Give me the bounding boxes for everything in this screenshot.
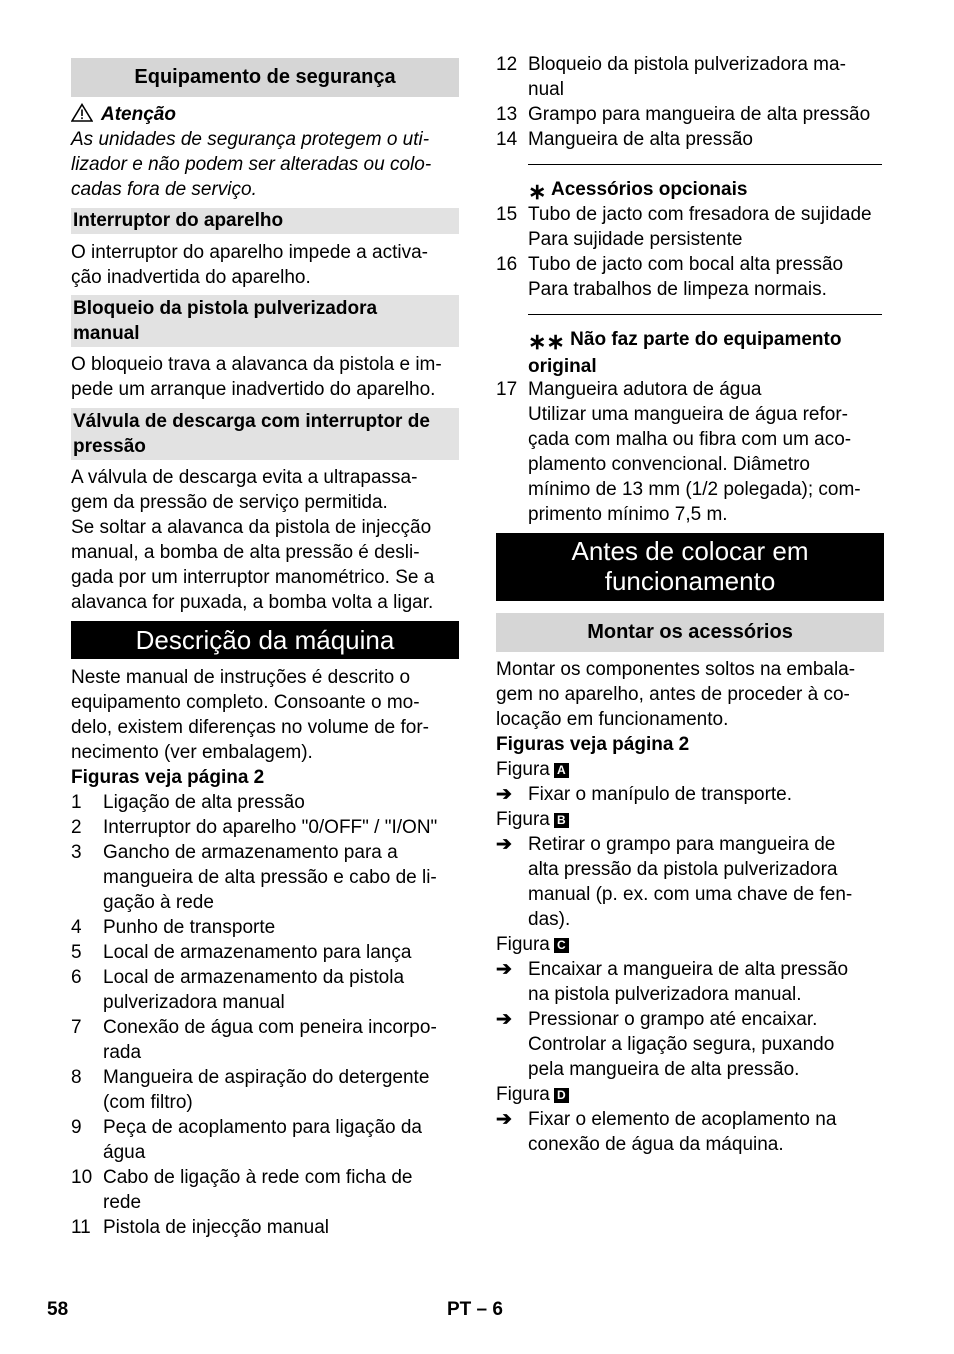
text-line: Grampo para mangueira de alta pressão — [528, 104, 871, 125]
figure-word: Figura — [496, 934, 550, 955]
text-line: (com filtro) — [103, 1092, 193, 1113]
lock-heading — [71, 295, 459, 347]
text-line: original — [528, 356, 597, 377]
step-item — [496, 1007, 884, 1082]
text-line: conexão de água da máquina. — [528, 1134, 784, 1155]
text-line: funcionamento — [604, 566, 776, 596]
text-line: Pressionar o grampo até encaixar. — [528, 1009, 818, 1030]
valve-text — [71, 465, 459, 615]
text-line: gada por um interruptor manométrico. Se a — [71, 567, 435, 588]
text-line: A válvula de descarga evita a ultrapassa- — [71, 467, 418, 488]
text-line: equipamento completo. Consoante o mo- — [71, 692, 420, 713]
list-item — [496, 202, 884, 252]
text-line: O interruptor do aparelho impede a activa- — [71, 242, 428, 263]
text-line: Mangueira adutora de água — [528, 379, 762, 400]
figure-word: Figura — [496, 1084, 550, 1105]
text-line: manual, a bomba de alta pressão é desli- — [71, 542, 420, 563]
figure-label-c — [496, 932, 884, 957]
text-line: Para trabalhos de limpeza normais. — [528, 279, 827, 300]
arrow-right-icon: ➔ — [496, 1009, 512, 1030]
list-item — [71, 1065, 459, 1115]
text-line: Não faz parte do equipamento — [570, 329, 842, 350]
figure-box-icon: D — [554, 1088, 569, 1103]
text-line: na pistola pulverizadora manual. — [528, 984, 802, 1005]
text-line: Tubo de jacto com bocal alta pressão — [528, 254, 844, 275]
item-number: 7 — [71, 1017, 82, 1038]
text-line: nual — [528, 79, 564, 100]
warning-label: Atenção — [101, 104, 176, 125]
text-line: Neste manual de instruções é descrito o — [71, 667, 411, 688]
list-item — [496, 102, 884, 127]
text-line: locação em funcionamento. — [496, 709, 729, 730]
text-line: Tubo de jacto com fresadora de sujidade — [528, 204, 872, 225]
list-item — [71, 1015, 459, 1065]
text-line: Controlar a ligação segura, puxando — [528, 1034, 835, 1055]
arrow-right-icon: ➔ — [496, 1109, 512, 1130]
list-item — [496, 127, 884, 152]
warning-icon — [71, 103, 93, 122]
before-title — [496, 533, 884, 601]
text-line: mangueira de alta pressão e cabo de li- — [103, 867, 437, 888]
text-line: Punho de transporte — [103, 917, 276, 938]
figure-box-icon: A — [554, 763, 569, 778]
arrow-right-icon: ➔ — [496, 784, 512, 805]
figures-ref: Figuras veja página 2 — [496, 734, 690, 755]
text-line: Retirar o grampo para mangueira de — [528, 834, 836, 855]
list-item — [71, 790, 459, 815]
text-line: Mangueira de aspiração do detergente — [103, 1067, 430, 1088]
text-line: pela mangueira de alta pressão. — [528, 1059, 800, 1080]
item-number: 1 — [71, 792, 82, 813]
text-line: alavanca for puxada, a bomba volta a ligar. — [71, 592, 434, 613]
text-line: rede — [103, 1192, 142, 1213]
step-item — [496, 832, 884, 932]
figure-label-d — [496, 1082, 884, 1107]
text-line: mínimo de 13 mm (1/2 polegada); com- — [528, 479, 861, 500]
text-line: gem no aparelho, antes de proceder à co- — [496, 684, 850, 705]
text-line: necimento (ver embalagem). — [71, 742, 313, 763]
text-line: gação à rede — [103, 892, 214, 913]
arrow-right-icon: ➔ — [496, 959, 512, 980]
list-item — [496, 52, 884, 102]
text-line: Conexão de água com peneira incorpo- — [103, 1017, 437, 1038]
item-number: 16 — [496, 254, 518, 275]
text-line: Antes de colocar em — [571, 536, 809, 566]
text-line: primento mínimo 7,5 m. — [528, 504, 728, 525]
list-item — [496, 377, 884, 527]
figure-label-b — [496, 807, 884, 832]
text-line: O bloqueio trava a alavanca da pistola e im- — [71, 354, 442, 375]
figure-box-icon: C — [554, 938, 569, 953]
item-number: 9 — [71, 1117, 82, 1138]
mount-text — [496, 657, 884, 732]
not-included-heading — [496, 327, 884, 379]
warning-title — [71, 102, 459, 127]
text-line: Gancho de armazenamento para a — [103, 842, 398, 863]
optional-heading — [496, 177, 884, 204]
text-line: das). — [528, 909, 571, 930]
list-item — [71, 1215, 459, 1240]
step-item — [496, 782, 884, 807]
text-line: Encaixar a mangueira de alta pressão — [528, 959, 849, 980]
item-number: 12 — [496, 54, 518, 75]
list-item — [71, 840, 459, 915]
text-line: Fixar o elemento de acoplamento na — [528, 1109, 837, 1130]
text-line: pede um arranque inadvertido do aparelho. — [71, 379, 436, 400]
valve-heading — [71, 408, 459, 460]
list-item — [496, 252, 884, 302]
text-line: Ligação de alta pressão — [103, 792, 305, 813]
figures-ref: Figuras veja página 2 — [71, 767, 265, 788]
text-line: manual (p. ex. com uma chave de fen- — [528, 884, 853, 905]
asterisk-icon: ∗ — [528, 179, 547, 204]
text-line: Bloqueio da pistola pulverizadora ma- — [528, 54, 846, 75]
switch-heading: Interruptor do aparelho — [71, 208, 459, 234]
list-item — [71, 915, 459, 940]
text-line: Válvula de descarga com interruptor de — [73, 411, 430, 432]
item-number: 2 — [71, 817, 82, 838]
separator-line — [528, 164, 882, 165]
step-item — [496, 957, 884, 1007]
text-line: Bloqueio da pistola pulverizadora — [73, 298, 378, 319]
text-line: pulverizadora manual — [103, 992, 285, 1013]
separator-line — [528, 314, 882, 315]
machine-text — [71, 665, 459, 765]
text-line: Para sujidade persistente — [528, 229, 743, 250]
list-item — [71, 965, 459, 1015]
text-line: Peça de acoplamento para ligação da — [103, 1117, 423, 1138]
text-line: çada com malha ou fibra com um aco- — [528, 429, 852, 450]
item-number: 5 — [71, 942, 82, 963]
text-line: As unidades de segurança protegem o uti- — [71, 129, 430, 150]
text-line: Se soltar a alavanca da pistola de injecção — [71, 517, 432, 538]
text-line: cadas fora de serviço. — [71, 179, 257, 200]
text-line: alta pressão da pistola pulverizadora — [528, 859, 838, 880]
machine-title: Descrição da máquina — [71, 621, 459, 659]
text-line: Local de armazenamento da pistola — [103, 967, 405, 988]
step-item — [496, 1107, 884, 1157]
text-line: Mangueira de alta pressão — [528, 129, 753, 150]
text-line: Local de armazenamento para lança — [103, 942, 412, 963]
figure-word: Figura — [496, 809, 550, 830]
text-line: gem da pressão de serviço permitida. — [71, 492, 388, 513]
item-number: 10 — [71, 1167, 93, 1188]
text-line: lizador e não podem ser alteradas ou colo- — [71, 154, 432, 175]
list-item — [71, 815, 459, 840]
text-line: Interruptor do aparelho "0/OFF" / "I/ON" — [103, 817, 438, 838]
page-number: 58 — [47, 1299, 69, 1320]
figure-word: Figura — [496, 759, 550, 780]
item-number: 3 — [71, 842, 82, 863]
text-line: pressão — [73, 436, 146, 457]
arrow-right-icon: ➔ — [496, 834, 512, 855]
safety-heading: Equipamento de segurança — [71, 58, 459, 97]
warning-text — [71, 127, 459, 202]
item-number: 6 — [71, 967, 82, 988]
item-number: 15 — [496, 204, 518, 225]
item-number: 17 — [496, 379, 518, 400]
switch-text — [71, 240, 459, 290]
text-line: Fixar o manípulo de transporte. — [528, 784, 793, 805]
list-item — [71, 1115, 459, 1165]
optional-heading-text: Acessórios opcionais — [551, 179, 748, 200]
text-line: Utilizar uma mangueira de água refor- — [528, 404, 848, 425]
lock-text — [71, 352, 459, 402]
text-line: delo, existem diferenças no volume de for- — [71, 717, 430, 738]
list-item — [71, 1165, 459, 1215]
text-line: Pistola de injecção manual — [103, 1217, 330, 1238]
text-line: rada — [103, 1042, 142, 1063]
item-number: 4 — [71, 917, 82, 938]
text-line: manual — [73, 323, 140, 344]
item-number: 14 — [496, 129, 518, 150]
text-line: plamento convencional. Diâmetro — [528, 454, 810, 475]
item-number: 11 — [71, 1217, 91, 1238]
text-line: água — [103, 1142, 146, 1163]
item-number: 13 — [496, 104, 518, 125]
text-line: Montar os componentes soltos na embala- — [496, 659, 856, 680]
list-item — [71, 940, 459, 965]
mount-heading: Montar os acessórios — [496, 613, 884, 652]
page-code: PT – 6 — [447, 1299, 503, 1320]
double-asterisk-icon: ∗∗ — [528, 329, 565, 354]
text-line: ção inadvertida do aparelho. — [71, 267, 311, 288]
figure-box-icon: B — [554, 813, 569, 828]
item-number: 8 — [71, 1067, 82, 1088]
text-line: Cabo de ligação à rede com ficha de — [103, 1167, 413, 1188]
figure-label-a — [496, 757, 884, 782]
